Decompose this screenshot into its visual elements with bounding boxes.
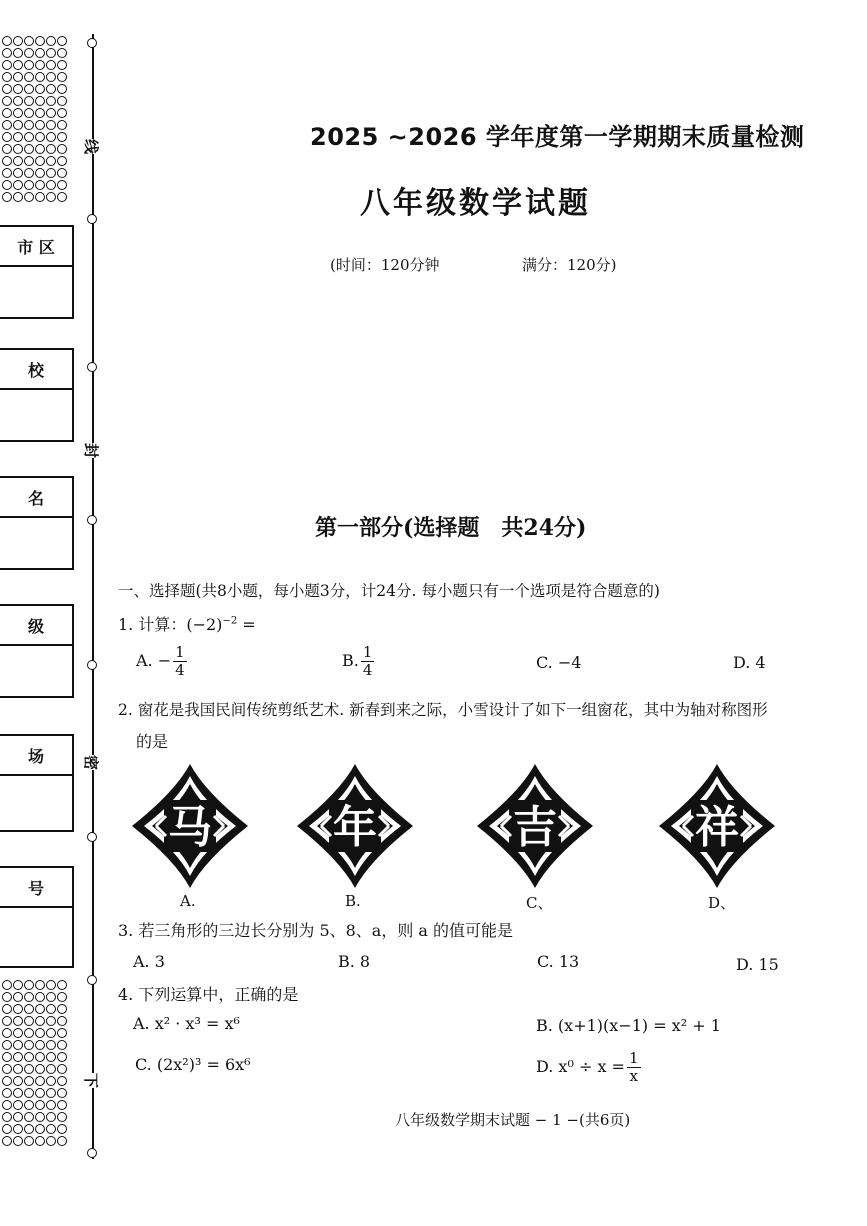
binding-line [92, 34, 94, 1159]
binding-circle [87, 362, 97, 372]
question-1-option-c[interactable]: C. −4 [536, 653, 582, 672]
question-1-option-a[interactable] [136, 644, 187, 679]
paper-cut-figures [130, 762, 790, 894]
section-instructions: 一、选择题(共8小题，每小题3分，计24分. 每小题只有一个选项是符合题意的) [118, 582, 660, 600]
question-4-stem: 4. 下列运算中，正确的是 [118, 985, 299, 1004]
binding-circle [87, 660, 97, 670]
question-4-option-a[interactable]: A. x² · x³ = x⁶ [133, 1014, 240, 1033]
figure-b-label[interactable]: B. [345, 892, 361, 910]
option-a-fraction [173, 644, 187, 679]
paper-cut-figure-d [659, 764, 775, 888]
field-box-class[interactable] [0, 604, 74, 698]
exam-time: (时间：120分钟 [330, 256, 440, 274]
section-heading: 第一部分(选择题 共24分) [315, 515, 587, 541]
figure-c-label[interactable]: C、 [526, 894, 553, 912]
question-3-option-d[interactable]: D. 15 [736, 955, 779, 974]
question-1-stem-tail: = [237, 615, 256, 634]
figure-a-label[interactable]: A. [180, 892, 196, 910]
binding-circle [87, 38, 97, 48]
question-1-option-d[interactable]: D. 4 [733, 653, 766, 672]
option-a-prefix: A. − [136, 651, 172, 670]
field-label-city-district: 市 区 [0, 227, 72, 267]
field-box-school[interactable] [0, 348, 74, 442]
binding-circle [87, 975, 97, 985]
field-label-class: 级 [0, 606, 72, 646]
question-3-option-c[interactable]: C. 13 [537, 952, 580, 971]
question-1-stem-text: 1. 计算：(−2) [118, 615, 223, 634]
binding-char-xia: 下 [82, 1072, 101, 1089]
field-label-seat-number: 号 [0, 868, 72, 908]
paper-cut-figure-c [477, 764, 593, 888]
binding-circle [87, 214, 97, 224]
paper-cut-figure-b [297, 764, 413, 888]
question-3-option-a[interactable]: A. 3 [133, 952, 165, 971]
fraction-denominator: 4 [362, 661, 373, 679]
fraction-denominator: x [629, 1067, 638, 1085]
exam-full-score: 满分：120分) [522, 256, 617, 274]
question-4-option-b[interactable]: B. (x+1)(x−1) = x² + 1 [536, 1016, 721, 1035]
question-2-stem-line1: 2. 窗花是我国民间传统剪纸艺术. 新春到来之际，小雪设计了如下一组窗花，其中为轴对称图形 [118, 701, 768, 719]
binding-circle [87, 1148, 97, 1158]
exam-title: 2025 ~2026 学年度第一学期期末质量检测 [310, 123, 805, 151]
figure-a-char: 马 [168, 802, 212, 853]
question-4-option-d[interactable] [536, 1050, 641, 1085]
binding-char-feng: 封 [82, 442, 101, 459]
field-box-exam-room[interactable] [0, 734, 74, 832]
field-label-name: 名 [0, 478, 72, 518]
figure-c-char: 吉 [513, 802, 557, 853]
fraction-denominator: 4 [175, 661, 185, 679]
field-label-exam-room: 场 [0, 736, 72, 776]
decorative-dot-pattern-bottom [2, 980, 68, 1148]
binding-char-mi: 密 [82, 754, 101, 771]
field-box-seat-number[interactable] [0, 866, 74, 968]
figure-d-label[interactable]: D、 [708, 894, 736, 912]
question-1-stem [118, 612, 256, 635]
option-b-prefix: B. [342, 651, 359, 670]
option-d-fraction [627, 1050, 641, 1085]
question-4-option-c[interactable]: C. (2x²)³ = 6x⁶ [135, 1055, 251, 1074]
exam-subject-title: 八年级数学试题 [360, 186, 591, 221]
question-1-exponent: −2 [222, 615, 238, 627]
decorative-dot-pattern-top [2, 36, 68, 204]
figure-b-char: 年 [333, 802, 377, 853]
option-d-prefix: D. x⁰ ÷ x = [536, 1057, 625, 1076]
option-b-fraction [361, 644, 375, 679]
figure-d-char: 祥 [695, 802, 739, 853]
binding-circle [87, 515, 97, 525]
fraction-numerator: 1 [175, 643, 185, 661]
field-label-school: 校 [0, 350, 72, 390]
question-3-option-b[interactable]: B. 8 [338, 952, 371, 971]
page-footer: 八年级数学期末试题 − 1 −(共6页) [395, 1111, 631, 1129]
binding-char-xian: 线 [82, 138, 101, 155]
paper-cut-figure-a [132, 764, 248, 888]
question-3-stem: 3. 若三角形的三边长分别为 5、8、a，则 a 的值可能是 [118, 921, 514, 940]
field-box-name[interactable] [0, 476, 74, 570]
question-1-option-b[interactable] [342, 644, 374, 679]
fraction-numerator: 1 [362, 643, 373, 661]
field-box-city-district[interactable] [0, 225, 74, 319]
binding-circle [87, 832, 97, 842]
question-2-stem-line2: 的是 [136, 732, 169, 751]
fraction-numerator: 1 [628, 1049, 639, 1067]
